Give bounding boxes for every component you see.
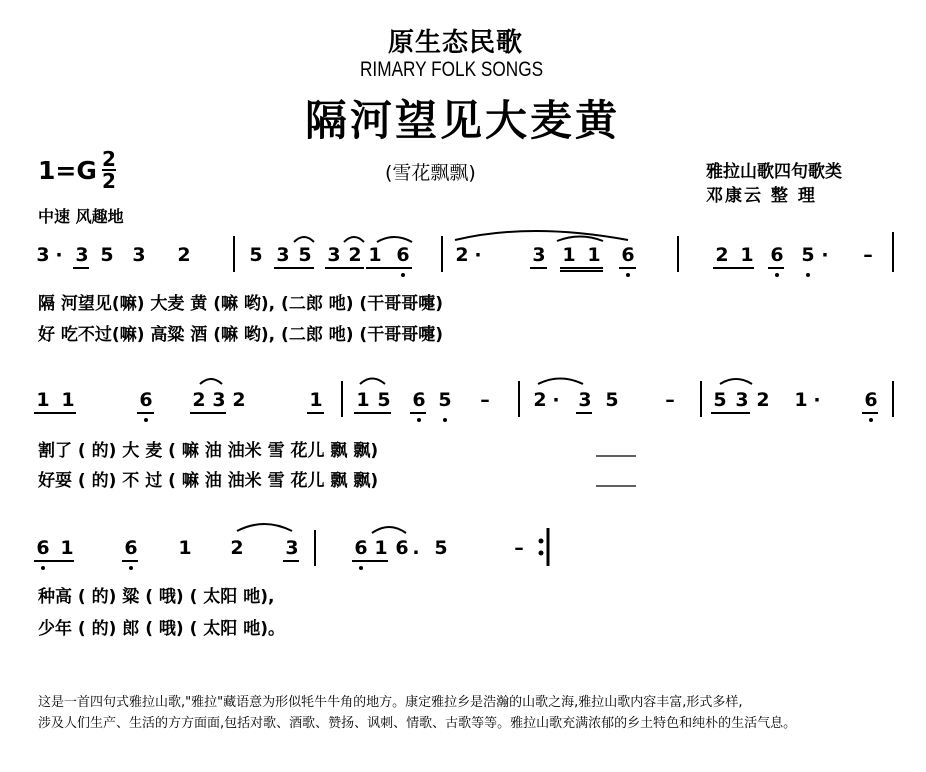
- note: 5: [605, 389, 619, 411]
- note: –: [514, 537, 524, 559]
- note: 2: [192, 389, 206, 411]
- note: 2: [348, 244, 362, 266]
- note: .: [412, 537, 420, 559]
- note: 3: [735, 389, 749, 411]
- note: 5: [249, 244, 263, 266]
- note: 1: [794, 389, 808, 411]
- note: 6: [864, 389, 878, 411]
- note: 6: [412, 389, 426, 411]
- note: 1: [61, 389, 75, 411]
- note: –: [863, 244, 873, 266]
- lyric-verse-1: 种高 ( 的) 粱 ( 哦) ( 太阳 吔),: [38, 587, 275, 607]
- note: 5: [713, 389, 727, 411]
- note: ·: [821, 244, 829, 266]
- note: 1: [374, 537, 388, 559]
- note: 5: [801, 244, 815, 266]
- series-title-cn: 原生态民歌: [388, 28, 524, 58]
- note: 3: [276, 244, 290, 266]
- footnote-line-2: 涉及人们生产、生活的方方面面,包括对歌、酒歌、赞扬、讽刺、情歌、古歌等等。雅拉山歌充满浓郁的乡土特色和纯朴的生活气息。: [38, 716, 797, 731]
- lyric-verse-1: 隔 河望见(嘛) 大麦 黄 (嘛 哟), (二郎 吔) (干哥哥嚏): [38, 294, 443, 314]
- song-title: 隔河望见大麦黄: [305, 96, 621, 145]
- song-arranger: 邓康云 整 理: [706, 186, 817, 206]
- note: 6: [395, 537, 409, 559]
- note: 3: [327, 244, 341, 266]
- note: 6: [396, 244, 410, 266]
- note: 2: [230, 537, 244, 559]
- note: ·: [474, 244, 482, 266]
- note: 5: [434, 537, 448, 559]
- note: 1: [562, 244, 576, 266]
- meter-bottom: 2: [102, 169, 116, 193]
- note: 6: [770, 244, 784, 266]
- lyric-verse-1: 割了 ( 的) 大 麦 ( 嘛 油 油米 雪 花儿 飘 飘): [38, 441, 379, 461]
- note: 3: [36, 244, 50, 266]
- song-source: 雅拉山歌四句歌类: [706, 162, 842, 182]
- note: 3: [532, 244, 546, 266]
- lyric-verse-2: 好耍 ( 的) 不 过 ( 嘛 油 油米 雪 花儿 飘 飘): [38, 471, 379, 491]
- key-signature: 1=G: [38, 156, 97, 185]
- note: 1: [740, 244, 754, 266]
- note: 1: [60, 537, 74, 559]
- note: 2: [455, 244, 469, 266]
- note: 1: [309, 389, 323, 411]
- note: 5: [377, 389, 391, 411]
- lyric-verse-2: 少年 ( 的) 郎 ( 哦) ( 太阳 吔)。: [38, 619, 285, 639]
- note: 6: [36, 537, 50, 559]
- note: 3: [578, 389, 592, 411]
- note: 1: [587, 244, 601, 266]
- note: 2: [756, 389, 770, 411]
- note: 2: [177, 244, 191, 266]
- note: 1: [178, 537, 192, 559]
- lyric-verse-2: 好 吃不过(嘛) 高粱 酒 (嘛 哟), (二郎 吔) (干哥哥嚏): [38, 325, 443, 345]
- note: ·: [552, 389, 560, 411]
- meter-top: 2: [102, 147, 116, 171]
- note: 5: [438, 389, 452, 411]
- note: 1: [368, 244, 382, 266]
- note: 3: [132, 244, 146, 266]
- note: 1: [36, 389, 50, 411]
- note: 1: [356, 389, 370, 411]
- note: 2: [715, 244, 729, 266]
- note: 5: [100, 244, 114, 266]
- note: 6: [124, 537, 138, 559]
- note: 6: [621, 244, 635, 266]
- note: 3: [285, 537, 299, 559]
- footnote-line-1: 这是一首四句式雅拉山歌,"雅拉"藏语意为形似牦牛牛角的地方。康定雅拉乡是浩瀚的山歌之海,雅拉山歌内容丰富,形式多样,: [38, 695, 743, 710]
- note: 2: [533, 389, 547, 411]
- note: 2: [232, 389, 246, 411]
- note: 3: [75, 244, 89, 266]
- note: –: [480, 389, 490, 411]
- note: ·: [813, 389, 821, 411]
- note: –: [665, 389, 675, 411]
- song-subtitle: (雪花飘飘): [385, 162, 476, 184]
- tempo-marking: 中速 风趣地: [38, 207, 124, 226]
- note: ·: [55, 244, 63, 266]
- note: 5: [298, 244, 312, 266]
- series-title-en: RIMARY FOLK SONGS: [360, 58, 544, 81]
- note: 3: [212, 389, 226, 411]
- note: 6: [139, 389, 153, 411]
- note: 6: [354, 537, 368, 559]
